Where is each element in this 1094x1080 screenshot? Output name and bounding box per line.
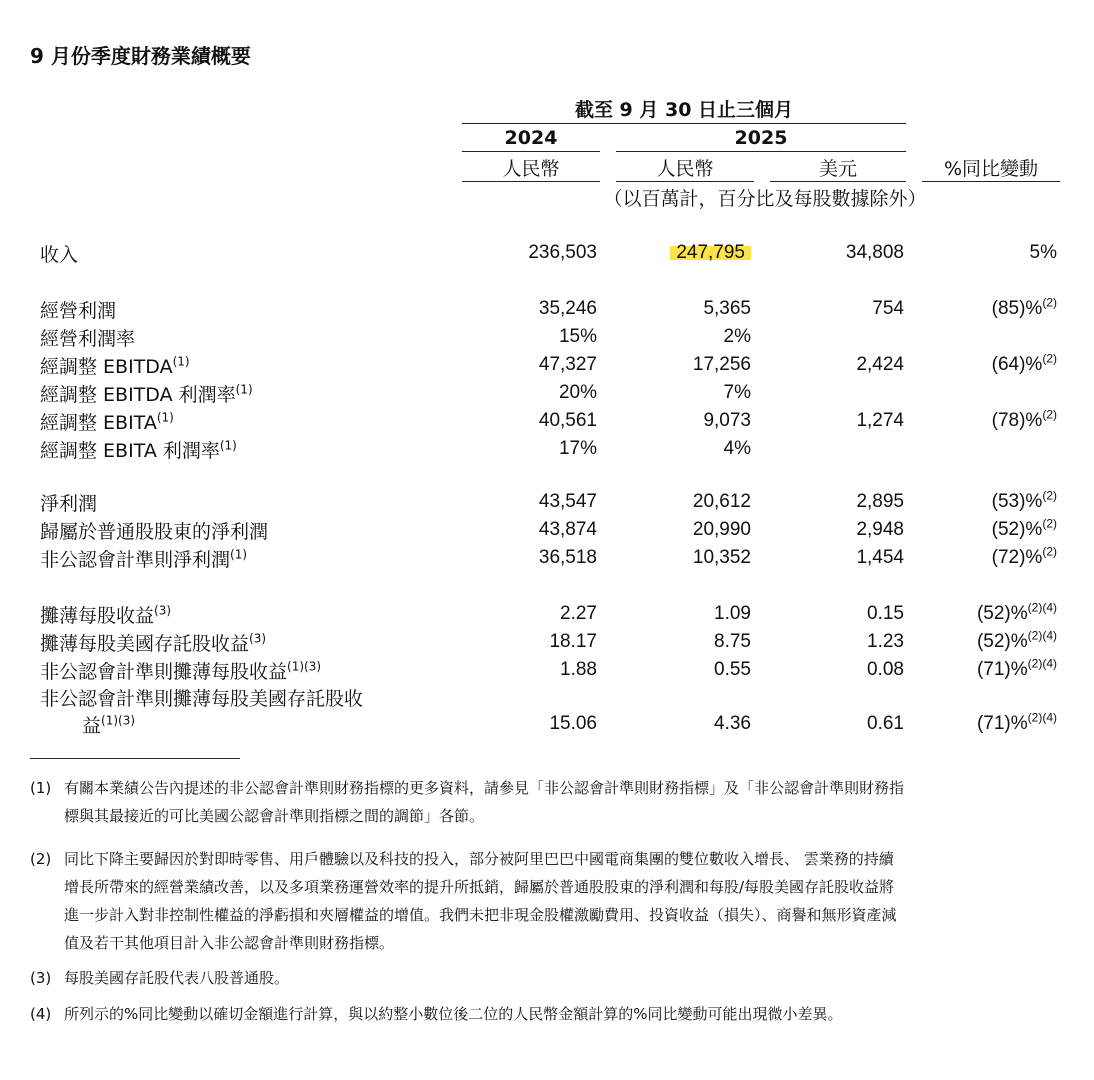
unit-note: （以百萬計，百分比及每股數據除外）	[603, 188, 927, 210]
cell-2025: 9,073	[703, 410, 751, 431]
currency-rule-2	[616, 181, 754, 182]
cell-2024: 47,327	[538, 354, 597, 375]
cell-yoy: (71)%$^{(2)(4)}$	[976, 656, 1057, 680]
currency-usd: 美元	[818, 158, 857, 180]
cell-yoy: (52)%$^{(2)}$	[991, 516, 1057, 540]
footnote-1: (1) 有關本業績公告內提述的非公認會計準則財務指標的更多資料，請參見「非公認會計準則財務指標」及「非公認會計準則財務指 標與其最接近的可比美國公認會計準則指標之間的調節」各節。	[30, 774, 1060, 830]
cell-2025: 7%	[723, 382, 751, 403]
cell-2024: 43,874	[538, 519, 597, 540]
cell-usd: 1,454	[856, 547, 904, 568]
footnote-4: (4) 所列示的%同比變動以確切金額進行計算，與以約整小數位後二位的人民幣金額計算的%同比變動可能出現微小差異。	[30, 1000, 1060, 1028]
cell-2025: 0.55	[714, 659, 751, 680]
cell-yoy: (53)%$^{(2)}$	[991, 488, 1057, 512]
year-rule-2025	[616, 151, 906, 152]
cell-yoy: (52)%$^{(2)(4)}$	[976, 628, 1057, 652]
currency-rule-4	[922, 181, 1060, 182]
cell-2025: 1.09	[714, 603, 751, 624]
cell-2024: 1.88	[560, 659, 597, 680]
row-label-non-gaap-diluted-ads-eps-cont: 益$^{(1)(3)}$	[82, 713, 136, 737]
period-header: 截至 9 月 30 日止三個月	[574, 99, 794, 121]
cell-usd: 1.23	[867, 631, 904, 652]
footnote-3: (3) 每股美國存託股代表八股普通股。	[30, 964, 1060, 992]
cell-usd-revenue: 34,808	[845, 242, 904, 263]
cell-2025: 20,990	[692, 519, 751, 540]
row-label-non-gaap-diluted-ads-eps: 非公認會計準則攤薄每股美國存託股收	[40, 688, 364, 710]
cell-yoy: (72)%$^{(2)}$	[991, 544, 1057, 568]
row-label-diluted-ads-eps: 攤薄每股美國存託股收益$^{(3)}$	[40, 631, 267, 655]
currency-rule-3	[770, 181, 906, 182]
cell-usd: 2,948	[856, 519, 904, 540]
cell-2025-revenue	[600, 242, 751, 264]
cell-2024: 18.17	[549, 631, 597, 652]
cell-2024: 15.06	[549, 713, 597, 734]
year-2025: 2025	[734, 127, 788, 149]
cell-2025: 20,612	[692, 491, 751, 512]
cell-yoy: (71)%$^{(2)(4)}$	[976, 710, 1057, 734]
row-label-adjusted-ebita: 經調整 EBITA$^{(1)}$	[40, 410, 174, 434]
row-label-net-income: 淨利潤	[40, 493, 98, 515]
cell-2025: 4%	[723, 438, 751, 459]
row-label-adjusted-ebitda: 經調整 EBITDA$^{(1)}$	[40, 354, 190, 378]
cell-2024: 20%	[558, 382, 597, 403]
cell-usd: 754	[872, 298, 904, 319]
footnote-mark: (3)	[30, 969, 52, 987]
yoy-header: %同比變動	[943, 158, 1039, 180]
row-label-non-gaap-diluted-eps: 非公認會計準則攤薄每股收益$^{(1)(3)}$	[40, 659, 322, 683]
row-label-revenue: 收入	[40, 244, 79, 266]
cell-yoy: (85)%$^{(2)}$	[991, 295, 1057, 319]
row-label-operating-income: 經營利潤	[40, 300, 117, 322]
cell-usd: 2,424	[856, 354, 904, 375]
footnote-divider	[30, 758, 240, 759]
cell-2024: 40,561	[538, 410, 597, 431]
footnote-2: (2) 同比下降主要歸因於對即時零售、用戶體驗以及科技的投入，部分被阿里巴巴中國電商集團的雙位數收入增長、 雲業務的持續 增長所帶來的經營業績改善，以及多項業務運營效率的提升所抵銷，歸屬於普通股股東的淨利潤和每股/每股美國存託股收益將 進一步計入對非控制性權益的淨虧損和夾層權益的增值。我們未把非現金股權激勵費用、投資收益（損失）、商譽和無形資產減 值及若干其他項目計入非公認會計準則財務指標。	[30, 845, 1060, 957]
cell-usd: 0.61	[867, 713, 904, 734]
cell-2024: 43,547	[538, 491, 597, 512]
cell-usd: 0.15	[867, 603, 904, 624]
cell-usd: 2,895	[856, 491, 904, 512]
row-label-adjusted-ebita-margin: 經調整 EBITA 利潤率$^{(1)}$	[40, 438, 237, 462]
footnote-mark: (4)	[30, 1005, 52, 1023]
cell-yoy-revenue: 5%	[1029, 242, 1057, 263]
cell-yoy: (64)%$^{(2)}$	[991, 351, 1057, 375]
cell-yoy: (52)%$^{(2)(4)}$	[976, 600, 1057, 624]
cell-2025: 5,365	[703, 298, 751, 319]
cell-usd: 0.08	[867, 659, 904, 680]
cell-2025: 4.36	[714, 713, 751, 734]
cell-2025: 10,352	[692, 547, 751, 568]
page-title: 9 月份季度財務業績概要	[30, 44, 251, 68]
row-label-operating-margin: 經營利潤率	[40, 328, 136, 350]
row-label-diluted-eps: 攤薄每股收益$^{(3)}$	[40, 603, 172, 627]
cell-yoy: (78)%$^{(2)}$	[991, 407, 1057, 431]
cell-2024: 2.27	[560, 603, 597, 624]
currency-rule-1	[462, 181, 600, 182]
year-rule-2024	[462, 151, 600, 152]
currency-rmb-2025: 人民幣	[656, 158, 714, 180]
cell-2024: 17%	[558, 438, 597, 459]
header-rule	[462, 123, 906, 124]
year-2024: 2024	[504, 127, 558, 149]
cell-2025: 8.75	[714, 631, 751, 652]
row-label-net-income-attributable: 歸屬於普通股股東的淨利潤	[40, 521, 269, 543]
cell-2024: 35,246	[538, 298, 597, 319]
footnote-mark: (1)	[30, 779, 52, 797]
cell-usd: 1,274	[856, 410, 904, 431]
row-label-adjusted-ebitda-margin: 經調整 EBITDA 利潤率$^{(1)}$	[40, 382, 253, 406]
footnote-mark: (2)	[30, 850, 52, 868]
cell-2024: 36,518	[538, 547, 597, 568]
cell-2024: 15%	[558, 326, 597, 347]
highlight-marker: 247,795	[670, 242, 751, 263]
cell-2025: 17,256	[692, 354, 751, 375]
currency-rmb-2024: 人民幣	[502, 158, 560, 180]
cell-2024-revenue: 236,503	[528, 242, 597, 263]
row-label-non-gaap-net-income: 非公認會計準則淨利潤$^{(1)}$	[40, 547, 248, 571]
cell-2025: 2%	[723, 326, 751, 347]
